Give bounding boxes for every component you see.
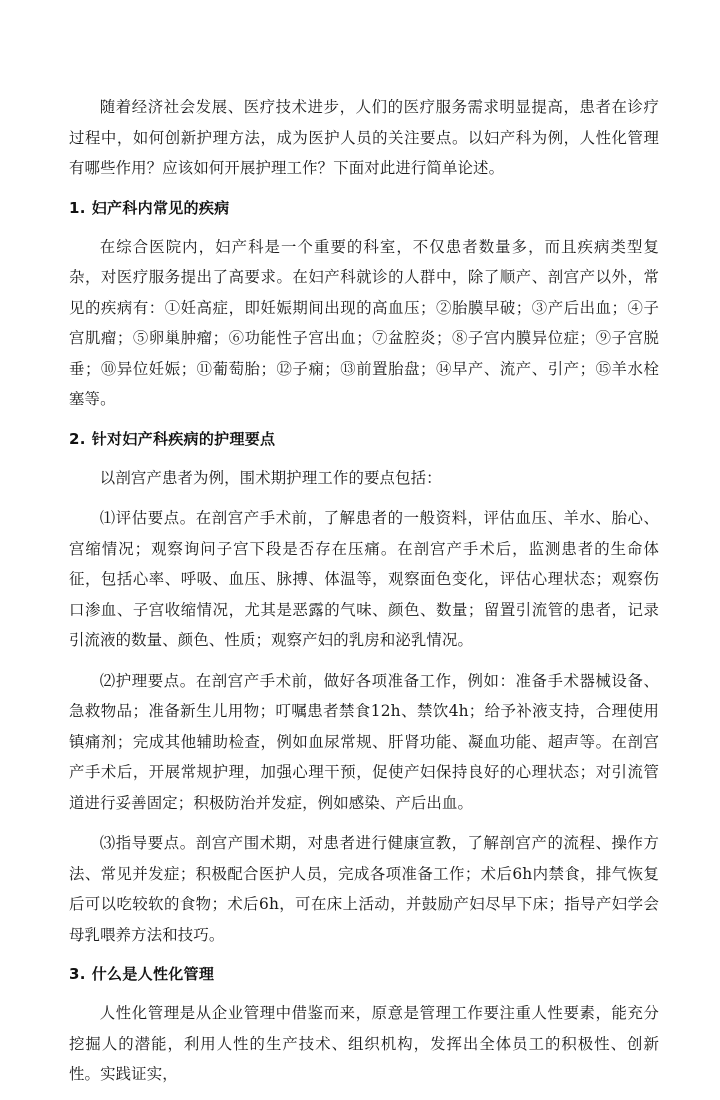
section-1-number: 1. xyxy=(69,198,86,217)
section-1-heading xyxy=(69,194,659,222)
section-2-heading xyxy=(69,425,659,453)
section-2-lead: 以剖宫产患者为例，围术期护理工作的要点包括： xyxy=(99,468,442,487)
section-3-title: 什么是人性化管理 xyxy=(91,965,215,983)
section-2-item-guidance: ⑶指导要点。剖宫产围术期，对患者进行健康宣教，了解剖宫产的流程、操作方法、常见并发症；积极配合医护人员，完成各项准备工作；术后6h内禁食，排气恢复后可以吃较软的食物；术后6h，可在床上活动，并鼓励产妇尽早下床；指导产妇学会母乳喂养方法和技巧。 xyxy=(69,834,659,944)
intro-paragraph: 随着经济社会发展、医疗技术进步，人们的医疗服务需求明显提高，患者在诊疗过程中，如何创新护理方法，成为医护人员的关注要点。以妇产科为例，人性化管理有哪些作用？应该如何开展护理工作？下面对此进行简单论述。 xyxy=(69,98,659,177)
section-2-item-assessment: ⑴评估要点。在剖宫产手术前，了解患者的一般资料，评估血压、羊水、胎心、宫缩情况；观察询问子宫下段是否存在压痛。在剖宫产手术后，监测患者的生命体征，包括心率、呼吸、血压、脉搏、体温等，观察面色变化，评估心理状态；观察伤口渗血、子宫收缩情况，尤其是恶露的气味、颜色、数量；留置引流管的患者，记录引流液的数量、颜色、性质；观察产妇的乳房和泌乳情况。 xyxy=(69,509,659,649)
section-3-number: 3. xyxy=(69,965,86,983)
section-3-heading xyxy=(69,960,659,988)
section-3-paragraph: 人性化管理是从企业管理中借鉴而来，原意是管理工作要注重人性要素，能充分挖掘人的潜能，利用人性的生产技术、组织机构，发挥出全体员工的积极性、创新性。实践证实， xyxy=(69,1004,659,1083)
section-2-number: 2. xyxy=(69,429,86,448)
document-body xyxy=(69,92,659,1100)
section-2-title: 针对妇产科疾病的护理要点 xyxy=(91,429,276,448)
section-1-paragraph: 在综合医院内，妇产科是一个重要的科室，不仅患者数量多，而且疾病类型复杂，对医疗服务提出了高要求。在妇产科就诊的人群中，除了顺产、剖宫产以外，常见的疾病有：①妊高症，即妊娠期间出现的高血压；②胎膜早破；③产后出血；④子宫肌瘤；⑤卵巢肿瘤；⑥功能性子宫出血；⑦盆腔炎；⑧子宫内膜异位症；⑨子宫脱垂；⑩异位妊娠；⑪葡萄胎；⑫子痫；⑬前置胎盘；⑭早产、流产、引产；⑮羊水栓塞等。 xyxy=(69,237,659,408)
section-1-title: 妇产科内常见的疾病 xyxy=(91,198,230,217)
section-2-item-nursing: ⑵护理要点。在剖宫产手术前，做好各项准备工作，例如：准备手术器械设备、急救物品；准备新生儿用物；叮嘱患者禁食12h、禁饮4h；给予补液支持，合理使用镇痛剂；完成其他辅助检查，例如血尿常规、肝肾功能、凝血功能、超声等。在剖宫产手术后，开展常规护理，加强心理干预，促使产妇保持良好的心理状态；对引流管道进行妥善固定；积极防治并发症，例如感染、产后出血。 xyxy=(69,671,659,812)
